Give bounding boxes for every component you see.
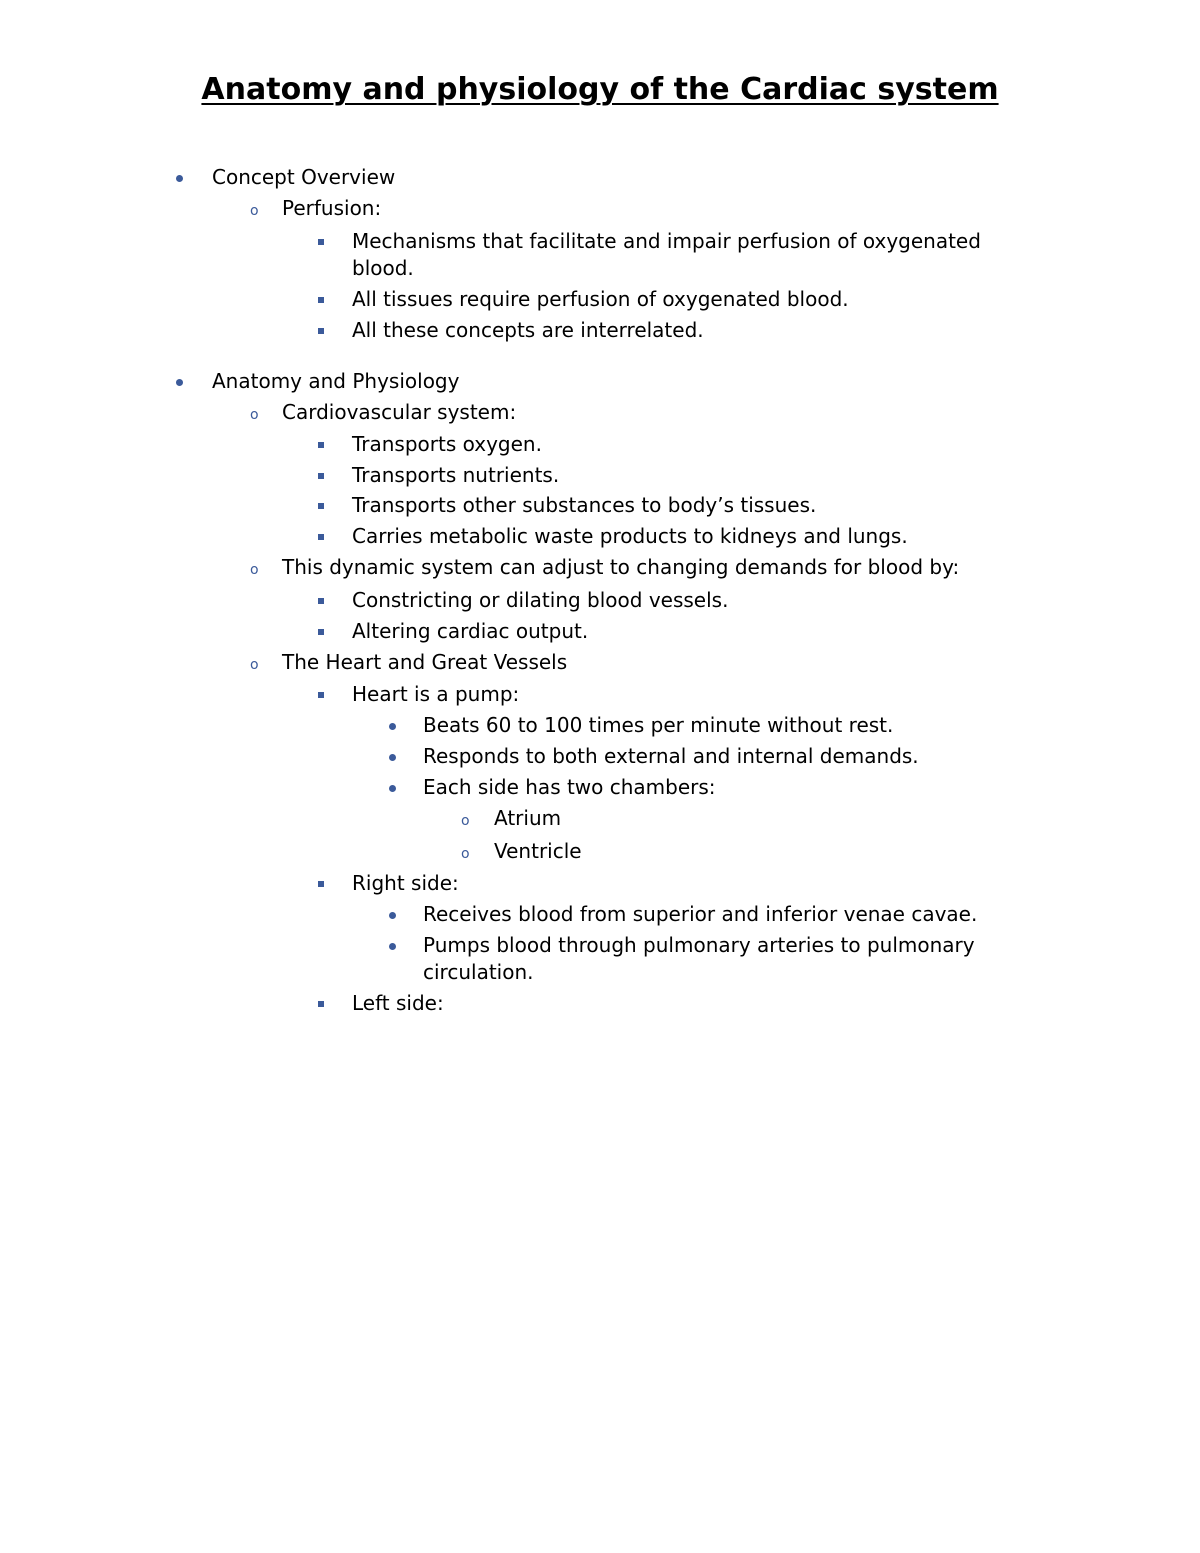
list-item-text: Pumps blood through pulmonary arteries to pulmonary <box>423 933 975 957</box>
list-item-text: Each side has two chambers: <box>423 775 716 799</box>
circle-bullet-icon: o <box>250 657 259 673</box>
subsection-label: This dynamic system can adjust to changing demands for blood by: <box>282 555 960 579</box>
subsection-label: The Heart and Great Vessels <box>282 650 568 674</box>
square-bullet-icon <box>318 881 324 887</box>
list-item-text: Mechanisms that facilitate and impair perfusion of oxygenated <box>352 229 981 253</box>
subsection-label: Perfusion: <box>282 196 382 220</box>
circle-bullet-icon: o <box>250 203 259 219</box>
list-item-text: Transports oxygen. <box>352 432 542 456</box>
list-item-text: Carries metabolic waste products to kidneys and lungs. <box>352 524 908 548</box>
list-item-text: Constricting or dilating blood vessels. <box>352 588 729 612</box>
list-item-text: Heart is a pump: <box>352 682 520 706</box>
disc-bullet-icon <box>389 912 396 919</box>
subsection-label: Cardiovascular system: <box>282 400 517 424</box>
list-item-text: Left side: <box>352 991 444 1015</box>
list-item-text: circulation. <box>423 960 534 984</box>
section-heading: Concept Overview <box>212 165 396 189</box>
square-bullet-icon <box>318 239 324 245</box>
list-item-text: Right side: <box>352 871 459 895</box>
square-bullet-icon <box>318 297 324 303</box>
disc-bullet-icon <box>389 785 396 792</box>
list-item-text: Atrium <box>494 806 562 830</box>
list-item-text: All tissues require perfusion of oxygenated blood. <box>352 287 849 311</box>
list-item-text: All these concepts are interrelated. <box>352 318 704 342</box>
list-item-text: Altering cardiac output. <box>352 619 589 643</box>
list-item-text: blood. <box>352 256 414 280</box>
circle-bullet-icon: o <box>461 846 470 862</box>
square-bullet-icon <box>318 598 324 604</box>
list-item-text: Beats 60 to 100 times per minute without rest. <box>423 713 894 737</box>
square-bullet-icon <box>318 328 324 334</box>
circle-bullet-icon: o <box>250 562 259 578</box>
list-item-text: Responds to both external and internal demands. <box>423 744 919 768</box>
square-bullet-icon <box>318 534 324 540</box>
circle-bullet-icon: o <box>250 407 259 423</box>
square-bullet-icon <box>318 692 324 698</box>
disc-bullet-icon <box>389 754 396 761</box>
square-bullet-icon <box>318 473 324 479</box>
square-bullet-icon <box>318 1001 324 1007</box>
square-bullet-icon <box>318 629 324 635</box>
disc-bullet-icon <box>389 943 396 950</box>
section-heading: Anatomy and Physiology <box>212 369 460 393</box>
list-item-text: Transports nutrients. <box>352 463 560 487</box>
list-item-text: Ventricle <box>494 839 582 863</box>
square-bullet-icon <box>318 442 324 448</box>
list-item-text: Transports other substances to body’s tissues. <box>352 493 817 517</box>
list-item-text: Receives blood from superior and inferior venae cavae. <box>423 902 978 926</box>
disc-bullet-icon <box>176 379 183 386</box>
disc-bullet-icon <box>176 175 183 182</box>
circle-bullet-icon: o <box>461 813 470 829</box>
square-bullet-icon <box>318 503 324 509</box>
document-title: Anatomy and physiology of the Cardiac system <box>201 72 999 107</box>
disc-bullet-icon <box>389 723 396 730</box>
